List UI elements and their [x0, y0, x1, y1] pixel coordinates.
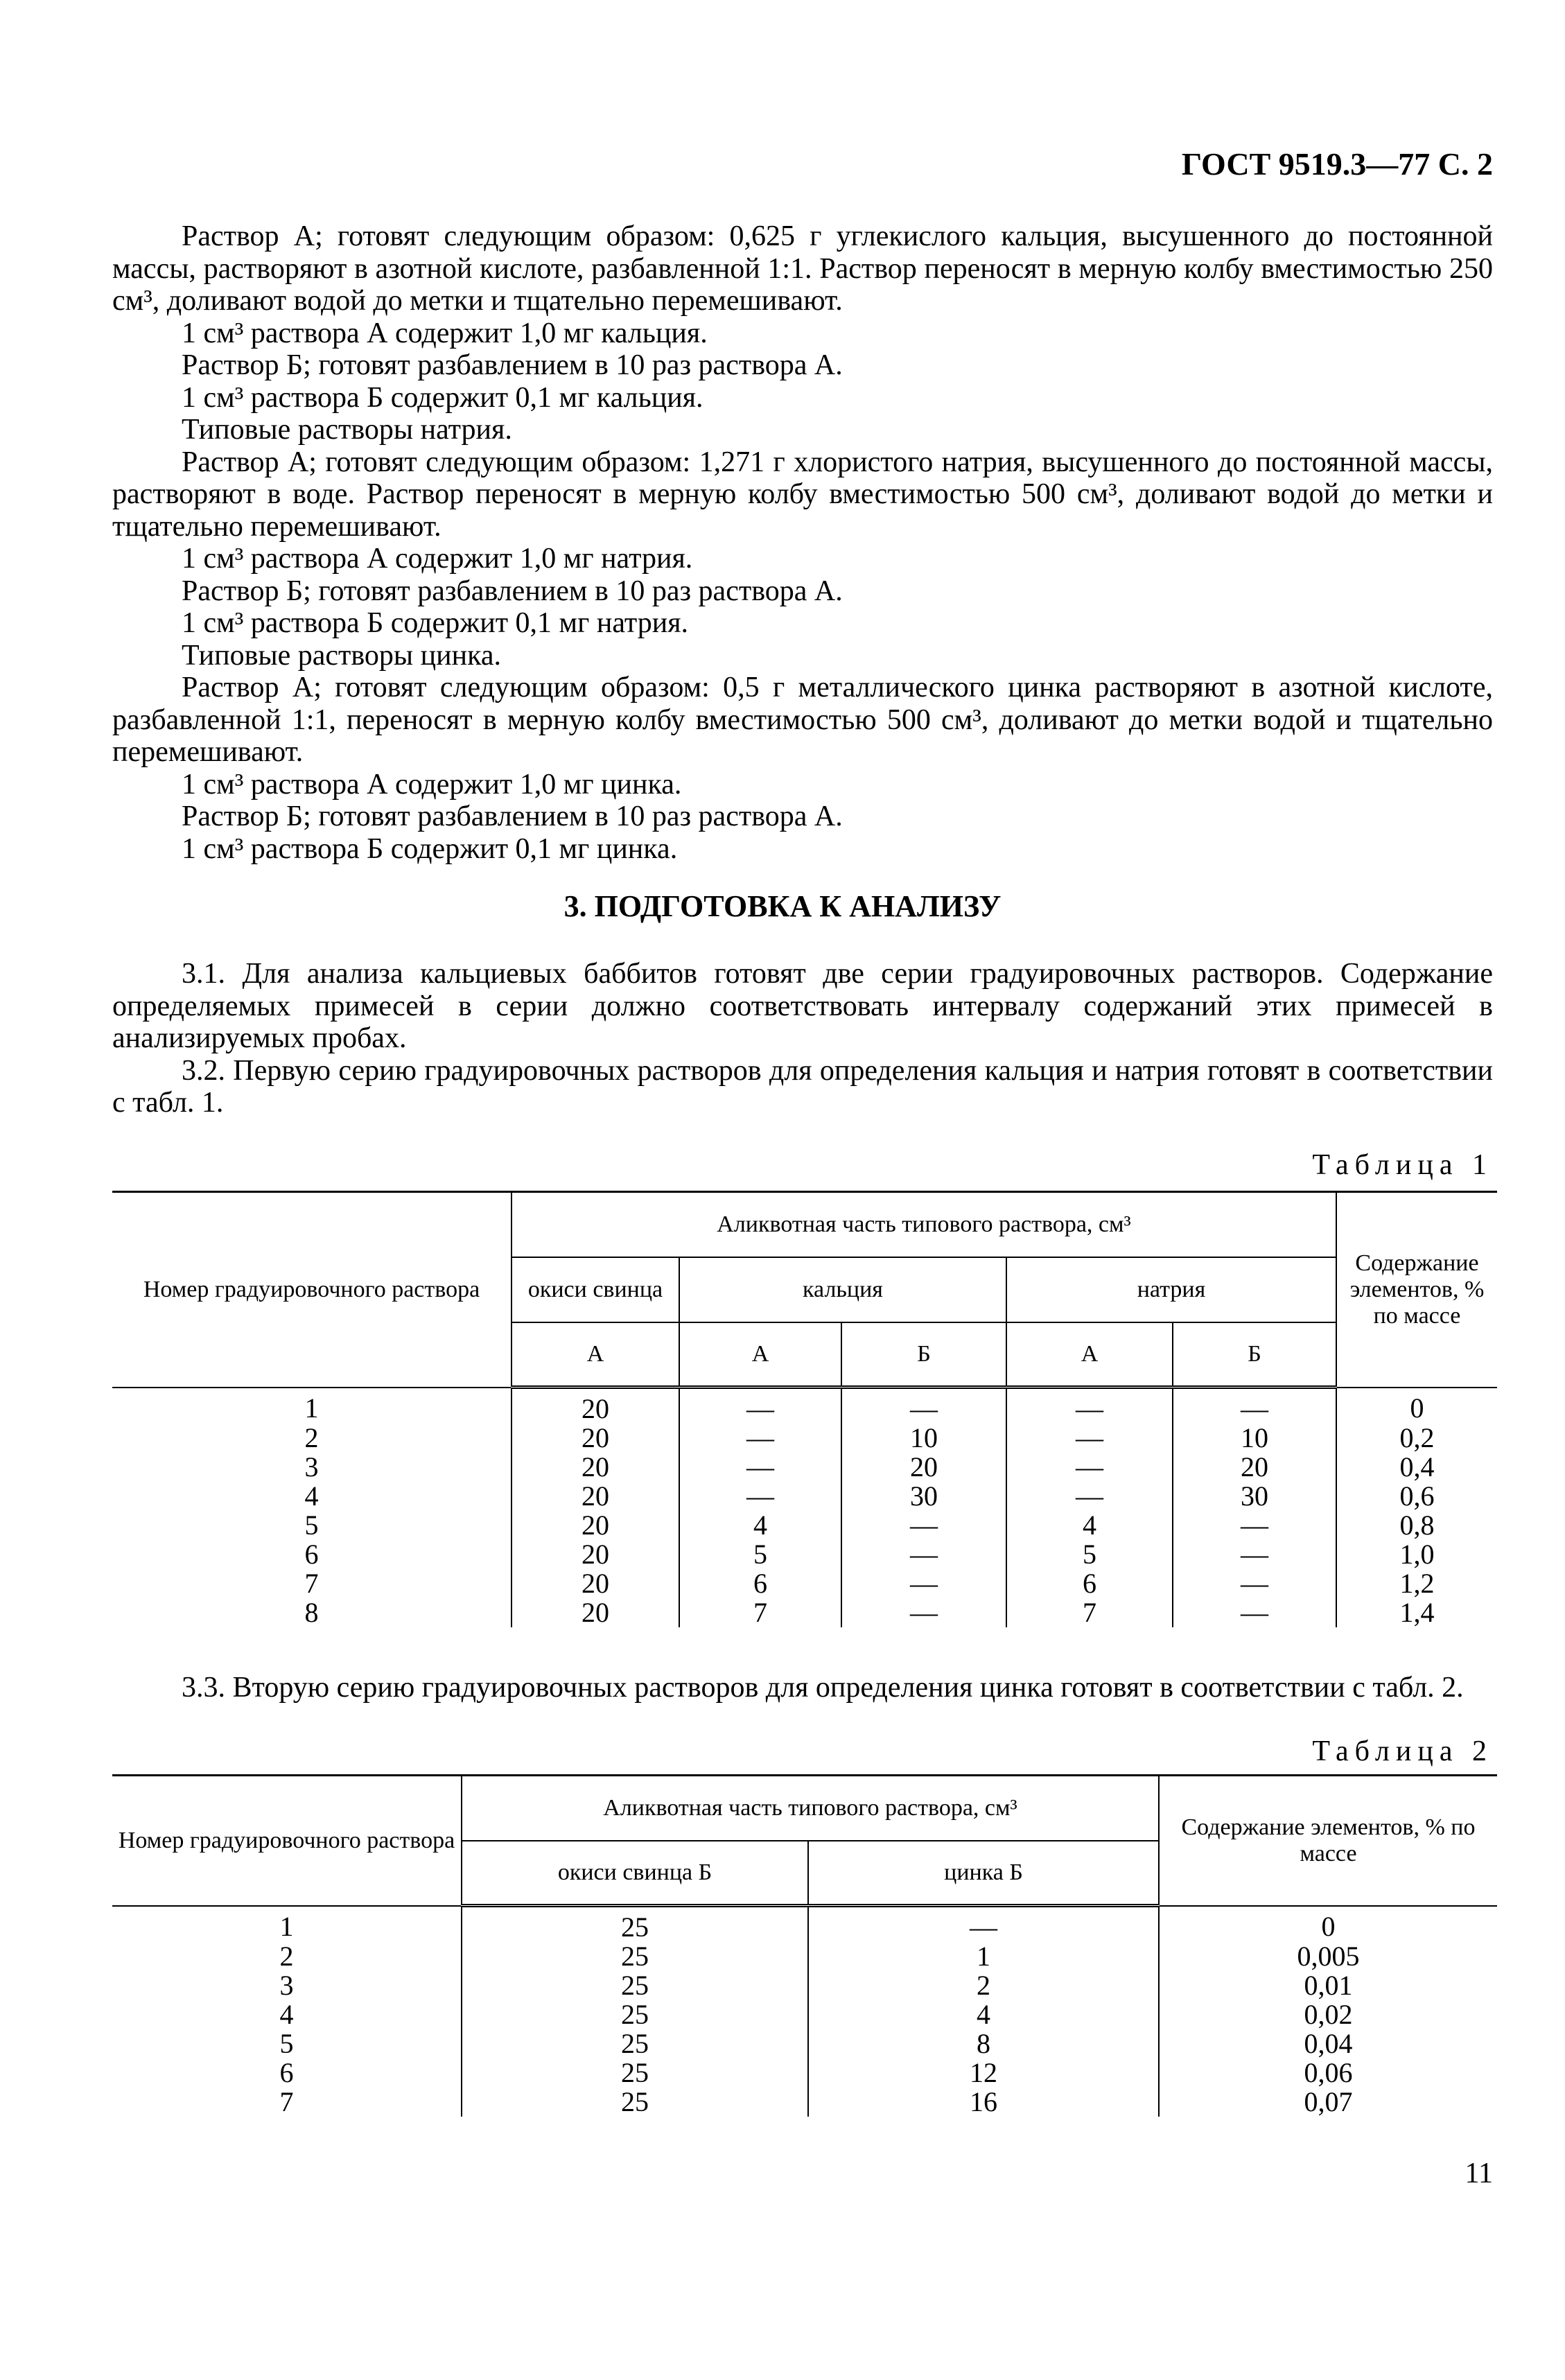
- table-cell: 6: [1006, 1569, 1173, 1598]
- table-cell: 1: [112, 1906, 462, 1943]
- paragraph: Раствор А; готовят следующим образом: 0,5 г металлического цинка растворяют в азотной кислоте, разбавленной 1:1, переносят в мерную колбу вместимостью 500 см³, доливают до метки водой и тщательно перемешивают.: [112, 672, 1493, 768]
- table-cell: —: [841, 1598, 1006, 1627]
- table-row: [112, 1906, 1497, 1943]
- table-row: [112, 1424, 1497, 1453]
- paragraph: 1 см³ раствора А содержит 1,0 мг цинка.: [182, 768, 682, 800]
- table-row: [112, 1598, 1497, 1627]
- table-row: [112, 1540, 1497, 1569]
- table1: [112, 1191, 1497, 1627]
- table-cell: 20: [841, 1453, 1006, 1482]
- table-cell: —: [841, 1388, 1006, 1424]
- table-cell: 3: [112, 1453, 512, 1482]
- table2-header-content: Содержание элементов, % по массе: [1159, 1776, 1497, 1906]
- table-cell: 20: [512, 1453, 679, 1482]
- table-cell: 25: [462, 2058, 808, 2088]
- table-cell: 20: [1173, 1453, 1336, 1482]
- table-cell: 16: [808, 2088, 1159, 2117]
- table1-sub-lead: окиси свинца: [512, 1257, 679, 1322]
- table-cell: 10: [1173, 1424, 1336, 1453]
- table-row: [112, 2058, 1497, 2088]
- table-cell: 2: [112, 1942, 462, 1971]
- table-row: [112, 1569, 1497, 1598]
- section-text: [112, 958, 1493, 1119]
- table-cell: 0: [1336, 1388, 1497, 1424]
- page-header: ГОСТ 9519.3—77 С. 2: [1181, 146, 1493, 182]
- table1-header-number: Номер градуировочного раствора: [112, 1192, 512, 1388]
- table-cell: 0,6: [1336, 1482, 1497, 1511]
- paragraph: 1 см³ раствора Б содержит 0,1 мг кальция.: [182, 381, 703, 414]
- table-row: [112, 1482, 1497, 1511]
- table-cell: —: [679, 1424, 841, 1453]
- table-cell: —: [1173, 1598, 1336, 1627]
- paragraph: Раствор А; готовят следующим образом: 0,625 г углекислого кальция, высушенного до постоянной массы, растворяют в азотной кислоте, разбавленной 1:1. Раствор переносят в мерную колбу вместимостью 250 см³, доливают водой до метки и тщательно перемешивают.: [112, 220, 1493, 317]
- table2-header-aliquot: Аликвотная часть типового раствора, см³: [462, 1776, 1159, 1841]
- paragraph: 1 см³ раствора Б содержит 0,1 мг натрия.: [182, 607, 689, 639]
- paragraph: 1 см³ раствора Б содержит 0,1 мг цинка.: [182, 832, 678, 865]
- table-cell: —: [679, 1453, 841, 1482]
- table-cell: —: [679, 1482, 841, 1511]
- para-33: [112, 1672, 1493, 1704]
- table-cell: 4: [808, 2000, 1159, 2029]
- table-cell: 7: [112, 2088, 462, 2117]
- table-cell: 0,06: [1159, 2058, 1497, 2088]
- table-cell: 6: [679, 1569, 841, 1598]
- table-cell: 0,04: [1159, 2029, 1497, 2058]
- table-row: [112, 2029, 1497, 2058]
- table1-letter: Б: [841, 1322, 1006, 1388]
- table1-header-content: Содержание элементов, % по массе: [1336, 1192, 1497, 1388]
- table-cell: 20: [512, 1598, 679, 1627]
- table1-letter: А: [512, 1322, 679, 1388]
- table-row: [112, 1971, 1497, 2000]
- table-cell: 30: [1173, 1482, 1336, 1511]
- table-cell: 5: [112, 2029, 462, 2058]
- table-cell: —: [679, 1388, 841, 1424]
- paragraph: Раствор Б; готовят разбавлением в 10 раз раствора А.: [182, 349, 843, 381]
- table-cell: 4: [112, 2000, 462, 2029]
- table-cell: 7: [1006, 1598, 1173, 1627]
- table2-caption: Таблица 2: [1312, 1735, 1493, 1767]
- paragraph: 3.3. Вторую серию градуировочных растворов для определения цинка готовят в соответствии с табл. 2.: [182, 1672, 1464, 1704]
- table-row: [112, 2000, 1497, 2029]
- table-cell: 5: [1006, 1540, 1173, 1569]
- table-cell: —: [841, 1540, 1006, 1569]
- table-cell: 4: [1006, 1511, 1173, 1540]
- table-cell: 0,005: [1159, 1942, 1497, 1971]
- table-cell: 25: [462, 1971, 808, 2000]
- table1-caption: Таблица 1: [1312, 1149, 1493, 1181]
- table-cell: —: [1173, 1511, 1336, 1540]
- table1-header-aliquot: Аликвотная часть типового раствора, см³: [512, 1192, 1336, 1257]
- paragraph: 3.1. Для анализа кальциевых баббитов готовят две серии градуировочных растворов. Содержание определяемых примесей в серии должно соответствовать интервалу содержаний этих примесей в анализируемых пробах.: [112, 958, 1493, 1054]
- table-cell: 1: [112, 1388, 512, 1424]
- paragraph: Типовые растворы натрия.: [182, 414, 512, 446]
- table-cell: —: [1173, 1569, 1336, 1598]
- section-title: 3. ПОДГОТОВКА К АНАЛИЗУ: [563, 889, 1002, 923]
- table-cell: 7: [679, 1598, 841, 1627]
- table-cell: 0,4: [1336, 1453, 1497, 1482]
- table-cell: 8: [112, 1598, 512, 1627]
- table-cell: 5: [112, 1511, 512, 1540]
- table-cell: 4: [679, 1511, 841, 1540]
- paragraph: 1 см³ раствора А содержит 1,0 мг натрия.: [182, 543, 693, 575]
- table-row: [112, 1453, 1497, 1482]
- table-cell: 4: [112, 1482, 512, 1511]
- table-cell: 6: [112, 1540, 512, 1569]
- table-cell: —: [1006, 1424, 1173, 1453]
- table-cell: —: [841, 1569, 1006, 1598]
- table1-letter: А: [1006, 1322, 1173, 1388]
- table-cell: 1,2: [1336, 1569, 1497, 1598]
- table-cell: —: [1006, 1482, 1173, 1511]
- table-cell: 0: [1159, 1906, 1497, 1943]
- table1-sub-sodium: натрия: [1006, 1257, 1336, 1322]
- table-cell: 1: [808, 1942, 1159, 1971]
- table-cell: —: [808, 1906, 1159, 1943]
- paragraph: Раствор А; готовят следующим образом: 1,271 г хлористого натрия, высушенного до постоянной массы, растворяют в воде. Раствор переносят в мерную колбу вместимостью 500 см³, доливают водой до метки и тщательно перемешивают.: [112, 446, 1493, 543]
- table2: [112, 1774, 1497, 2117]
- table-row: [112, 2088, 1497, 2117]
- table-cell: —: [841, 1511, 1006, 1540]
- table-cell: —: [1006, 1388, 1173, 1424]
- page-number: 11: [1465, 2158, 1493, 2189]
- table-cell: 12: [808, 2058, 1159, 2088]
- table-cell: 0,02: [1159, 2000, 1497, 2029]
- table-cell: 20: [512, 1569, 679, 1598]
- table-cell: 3: [112, 1971, 462, 2000]
- table-cell: 0,01: [1159, 1971, 1497, 2000]
- body-text: [112, 220, 1493, 865]
- table-cell: 30: [841, 1482, 1006, 1511]
- table-cell: 2: [112, 1424, 512, 1453]
- table-row: [112, 1942, 1497, 1971]
- table-cell: 7: [112, 1569, 512, 1598]
- paragraph: 3.2. Первую серию градуировочных растворов для определения кальция и натрия готовят в соответствии с табл. 1.: [112, 1054, 1493, 1119]
- table2-header-number: Номер градуировочного раствора: [112, 1776, 462, 1906]
- table-cell: 8: [808, 2029, 1159, 2058]
- table-cell: —: [1173, 1388, 1336, 1424]
- table-row: [112, 1511, 1497, 1540]
- paragraph: Раствор Б; готовят разбавлением в 10 раз раствора А.: [182, 575, 843, 607]
- table-cell: 0,8: [1336, 1511, 1497, 1540]
- table-cell: 10: [841, 1424, 1006, 1453]
- table-cell: 1,0: [1336, 1540, 1497, 1569]
- table-cell: 25: [462, 1906, 808, 1943]
- table-cell: 5: [679, 1540, 841, 1569]
- table1-letter: А: [679, 1322, 841, 1388]
- table-cell: —: [1173, 1540, 1336, 1569]
- table-cell: 20: [512, 1388, 679, 1424]
- table-cell: 25: [462, 2088, 808, 2117]
- table-cell: —: [1006, 1453, 1173, 1482]
- paragraph: Раствор Б; готовят разбавлением в 10 раз раствора А.: [182, 800, 843, 832]
- table-cell: 20: [512, 1482, 679, 1511]
- table1-letter: Б: [1173, 1322, 1336, 1388]
- table-cell: 25: [462, 2029, 808, 2058]
- table-cell: 0,2: [1336, 1424, 1497, 1453]
- table2-sub-zinc: цинка Б: [808, 1841, 1159, 1906]
- table-cell: 1,4: [1336, 1598, 1497, 1627]
- paragraph: 1 см³ раствора А содержит 1,0 мг кальция.: [182, 317, 708, 349]
- table2-sub-lead: окиси свинца Б: [462, 1841, 808, 1906]
- table1-sub-calcium: кальция: [679, 1257, 1006, 1322]
- table-cell: 0,07: [1159, 2088, 1497, 2117]
- table-cell: 2: [808, 1971, 1159, 2000]
- table-cell: 6: [112, 2058, 462, 2088]
- table-cell: 20: [512, 1511, 679, 1540]
- table-cell: 20: [512, 1540, 679, 1569]
- table-row: [112, 1388, 1497, 1424]
- table-cell: 25: [462, 2000, 808, 2029]
- paragraph: Типовые растворы цинка.: [182, 639, 501, 672]
- table-cell: 25: [462, 1942, 808, 1971]
- table-cell: 20: [512, 1424, 679, 1453]
